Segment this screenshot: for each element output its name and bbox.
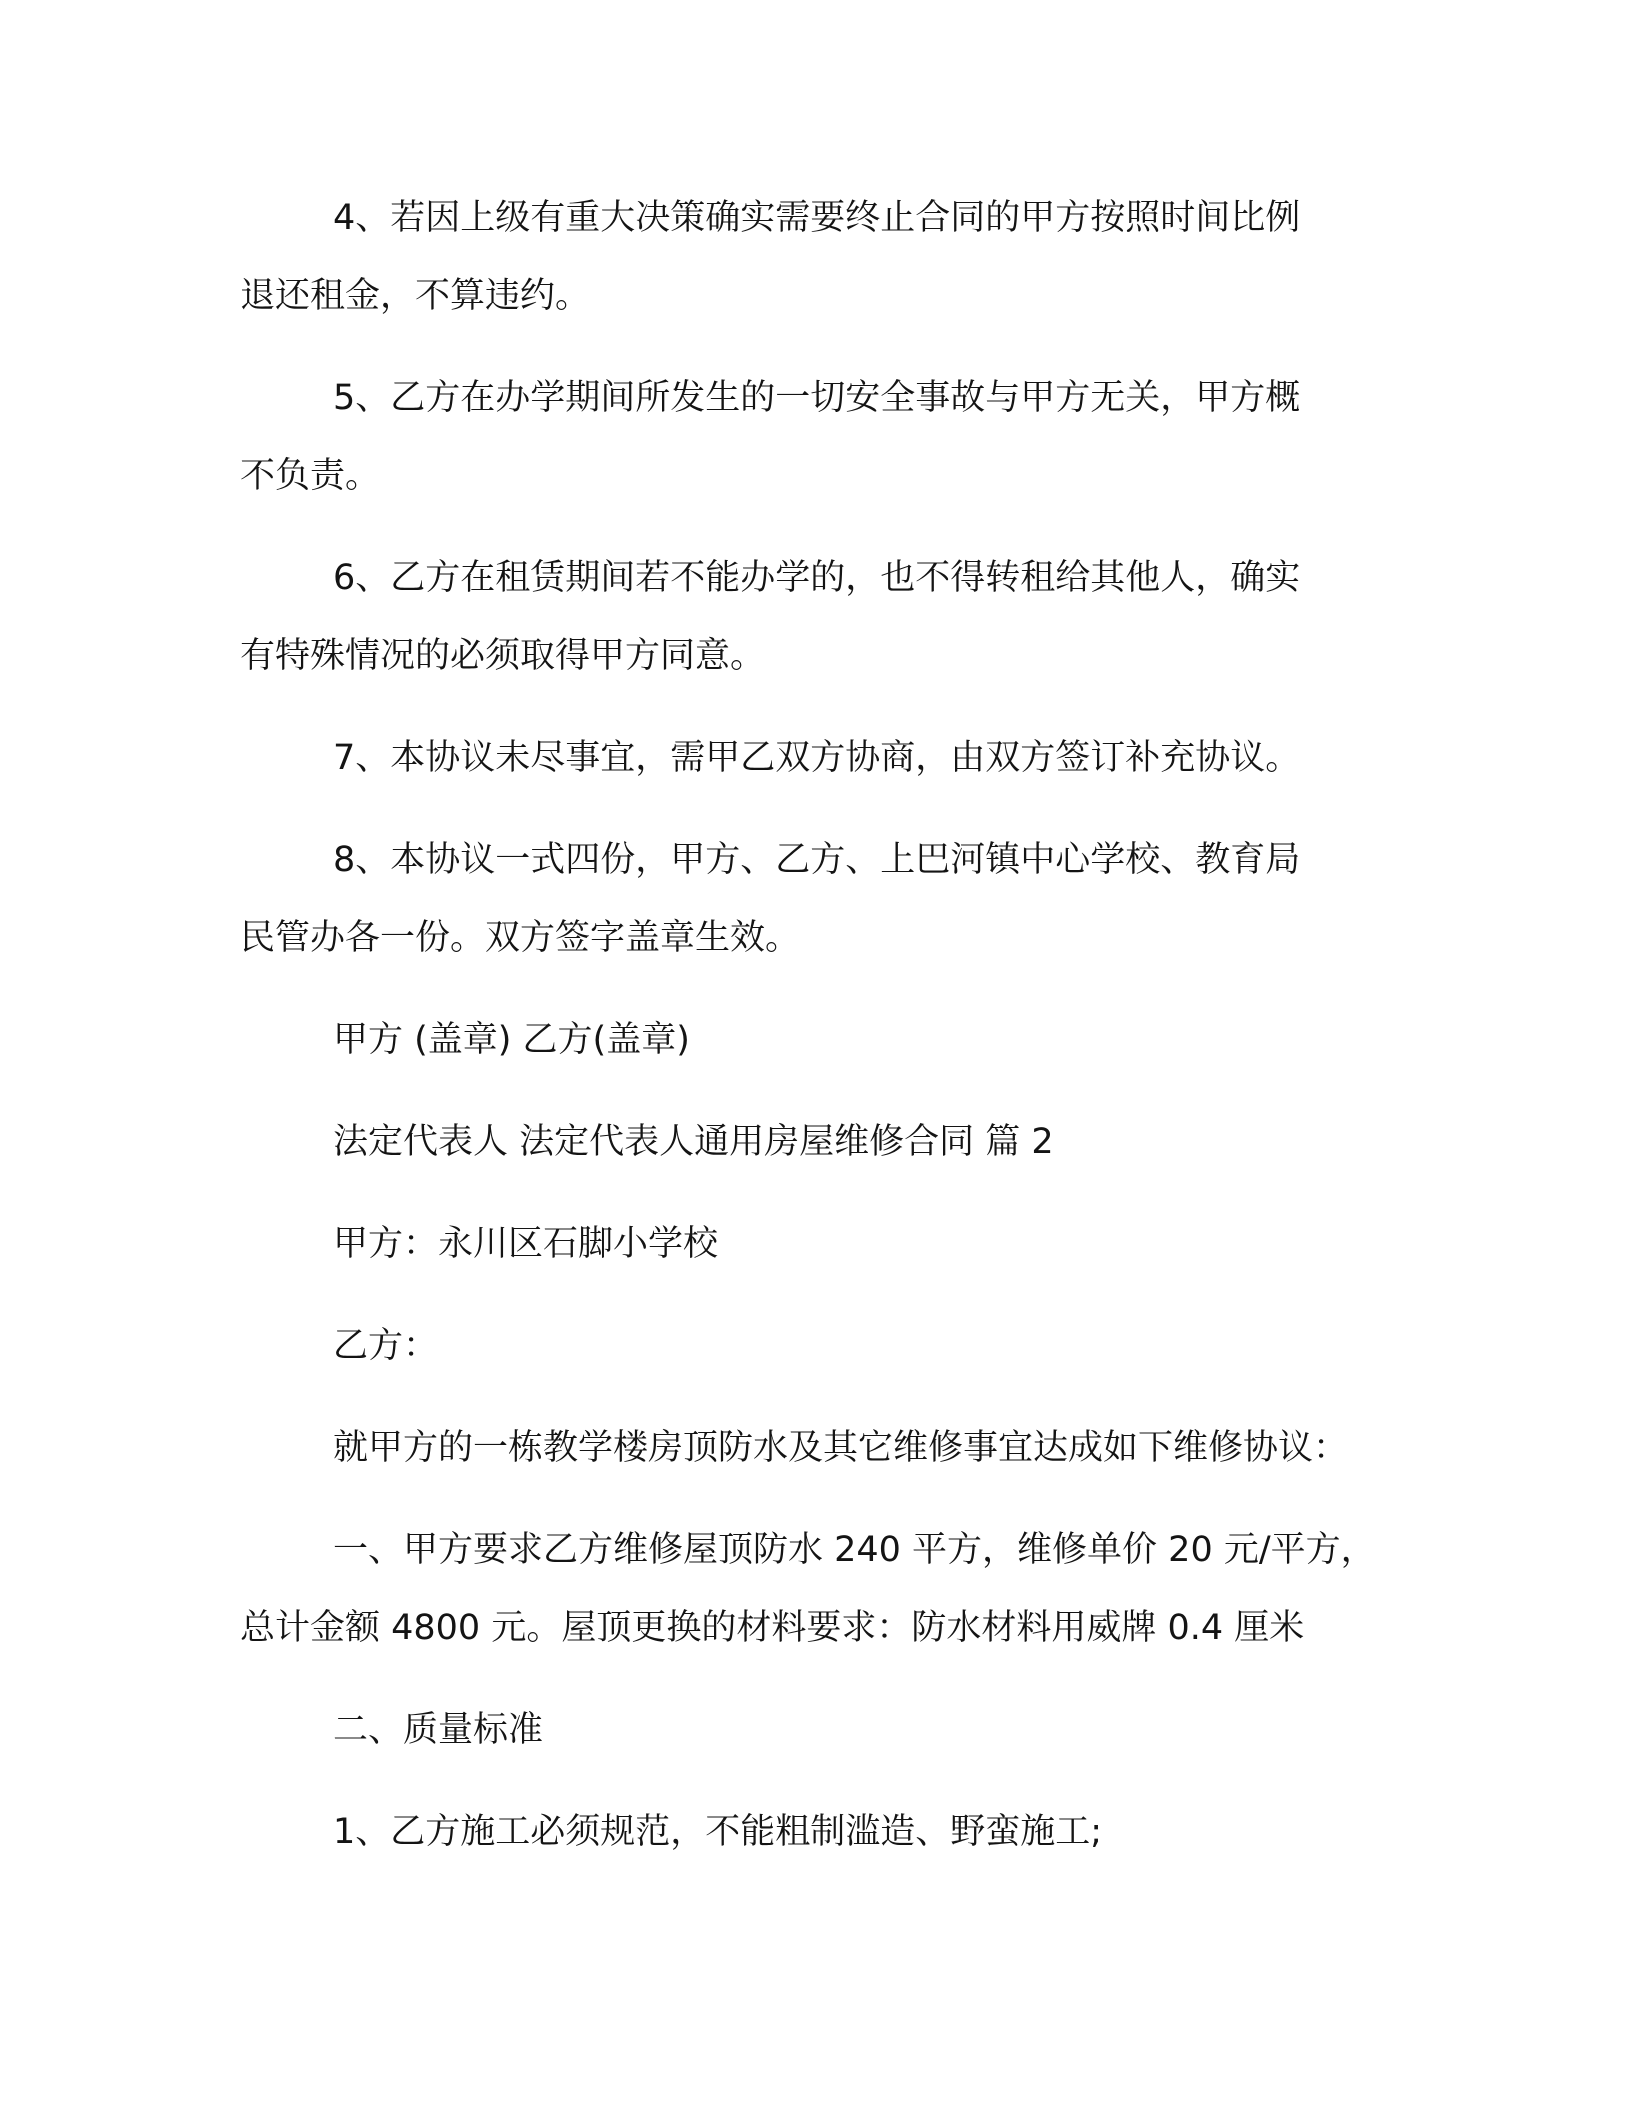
clause-5-line-1: 5、乙方在办学期间所发生的一切安全事故与甲方无关，甲方概 [333, 378, 1301, 418]
signature-seal-line: 甲方 (盖章) 乙方(盖章) [333, 1020, 690, 1060]
clause-5-line-2: 不负责。 [240, 456, 381, 496]
quality-item-1: 1、乙方施工必须规范，不能粗制滥造、野蛮施工; [333, 1812, 1103, 1852]
clause-7: 7、本协议未尽事宜，需甲乙双方协商，由双方签订补充协议。 [333, 738, 1301, 778]
party-b-line: 乙方： [333, 1326, 439, 1366]
representative-title-line: 法定代表人 法定代表人通用房屋维修合同 篇 2 [333, 1122, 1054, 1162]
clause-4-line-1: 4、若因上级有重大决策确实需要终止合同的甲方按照时间比例 [333, 198, 1301, 238]
section-2-heading: 二、质量标准 [333, 1710, 544, 1750]
clause-6-line-2: 有特殊情况的必须取得甲方同意。 [240, 636, 766, 676]
section-1-line-1: 一、甲方要求乙方维修屋顶防水 240 平方，维修单价 20 元/平方， [333, 1530, 1376, 1570]
section-1-line-2: 总计金额 4800 元。屋顶更换的材料要求：防水材料用威牌 0.4 厘米 [240, 1608, 1305, 1648]
clause-8-line-1: 8、本协议一式四份，甲方、乙方、上巴河镇中心学校、教育局 [333, 840, 1301, 880]
clause-8-line-2: 民管办各一份。双方签字盖章生效。 [240, 918, 801, 958]
agreement-intro: 就甲方的一栋教学楼房顶防水及其它维修事宜达成如下维修协议： [333, 1428, 1349, 1468]
clause-6-line-1: 6、乙方在租赁期间若不能办学的，也不得转租给其他人，确实 [333, 558, 1301, 598]
clause-4-line-2: 退还租金，不算违约。 [240, 276, 591, 316]
party-a-line: 甲方：永川区石脚小学校 [333, 1224, 719, 1264]
